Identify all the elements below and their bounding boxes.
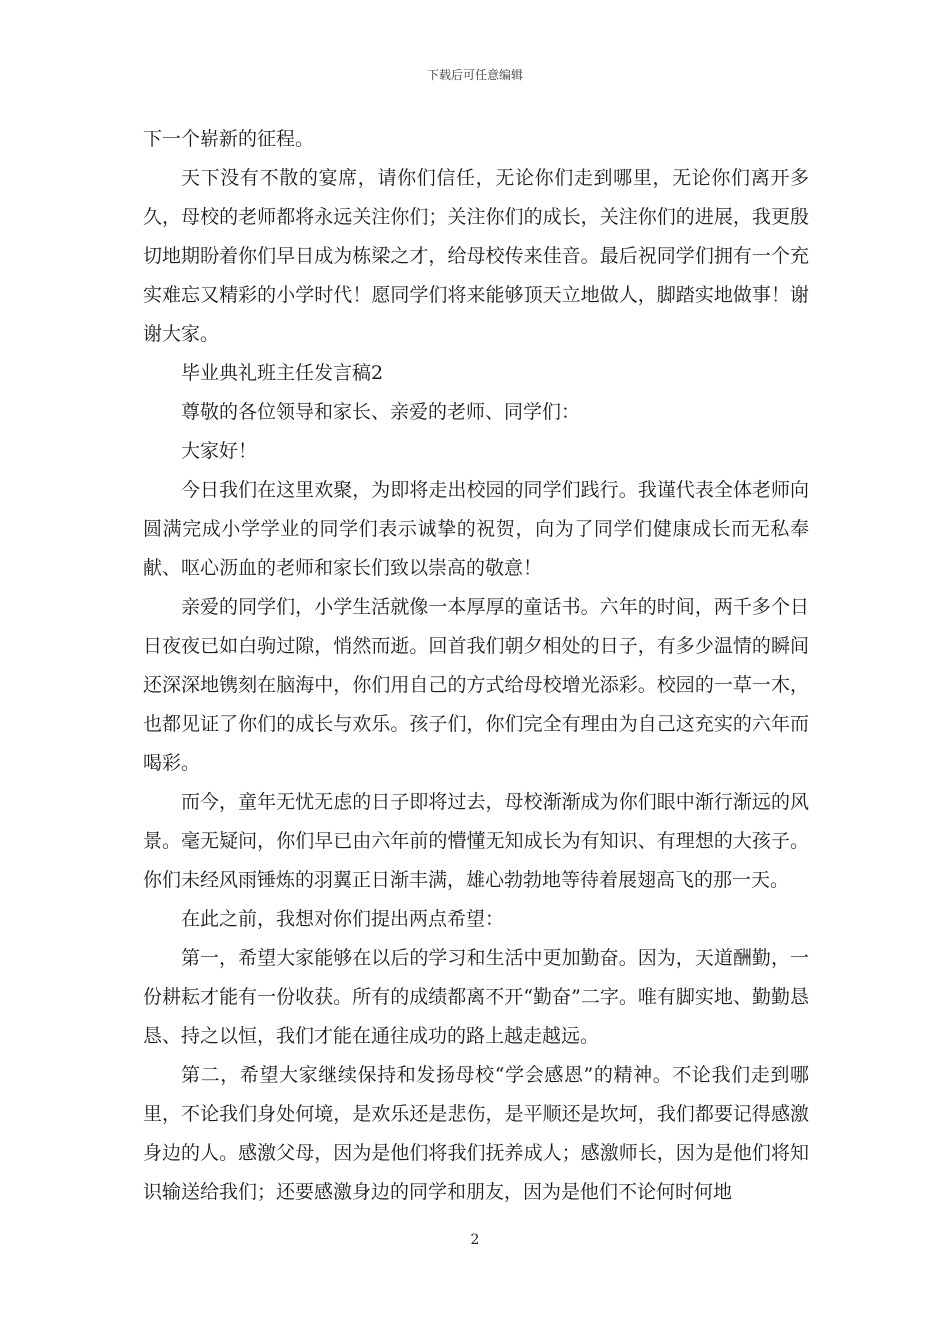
paragraph: 第一，希望大家能够在以后的学习和生活中更加勤奋。因为，天道酬勤，一份耕耘才能有一份收获。所有的成绩都离不开“勤奋”二字。唯有脚实地、勤勤恳恳、持之以恒，我们才能在通往成功的路上越走越远。 bbox=[143, 947, 809, 1047]
salutation: 尊敬的各位领导和家长、亲爱的老师、同学们： bbox=[181, 401, 581, 423]
paragraph: 天下没有不散的宴席，请你们信任，无论你们走到哪里，无论你们离开多久，母校的老师都将永远关注你们；关注你们的成长，关注你们的进展，我更殷切地期盼着你们早日成为栋梁之才，给母校传来佳音。最后祝同学们拥有一个充实难忘又精彩的小学时代！愿同学们将来能够顶天立地做人，脚踏实地做事！谢谢大家。 bbox=[143, 167, 809, 345]
greeting: 大家好！ bbox=[181, 440, 258, 462]
paragraph: 下一个崭新的征程。 bbox=[143, 128, 315, 150]
section-title: 毕业典礼班主任发言稿2 bbox=[181, 362, 384, 384]
page-number: 2 bbox=[470, 1232, 480, 1248]
paragraph: 在此之前，我想对你们提出两点希望： bbox=[181, 908, 505, 930]
paragraph: 而今，童年无忧无虑的日子即将过去，母校渐渐成为你们眼中渐行渐远的风景。毫无疑问，你们早已由六年前的懵懂无知成长为有知识、有理想的大孩子。你们未经风雨锤炼的羽翼正日渐丰满，雄心勃勃地等待着展翅高飞的那一天。 bbox=[143, 791, 809, 891]
paragraph: 第二，希望大家继续保持和发扬母校“学会感恩”的精神。不论我们走到哪里，不论我们身处何境，是欢乐还是悲伤，是平顺还是坎坷，我们都要记得感激身边的人。感激父母，因为是他们将我们抚养成人；感激师长，因为是他们将知识输送给我们；还要感激身边的同学和朋友，因为是他们不论何时何地 bbox=[143, 1064, 809, 1203]
page-header: 下载后可任意编辑 bbox=[426, 68, 523, 82]
paragraph: 今日我们在这里欢聚，为即将走出校园的同学们践行。我谨代表全体老师向圆满完成小学学业的同学们表示诚挚的祝贺，向为了同学们健康成长而无私奉献、呕心沥血的老师和家长们致以崇高的敬意！ bbox=[143, 479, 809, 579]
paragraph: 亲爱的同学们，小学生活就像一本厚厚的童话书。六年的时间，两千多个日日夜夜已如白驹过隙，悄然而逝。回首我们朝夕相处的日子，有多少温情的瞬间还深深地镌刻在脑海中，你们用自己的方式给母校增光添彩。校园的一草一木，也都见证了你们的成长与欢乐。孩子们，你们完全有理由为自己这充实的六年而喝彩。 bbox=[143, 596, 809, 774]
document-body bbox=[143, 120, 809, 1212]
